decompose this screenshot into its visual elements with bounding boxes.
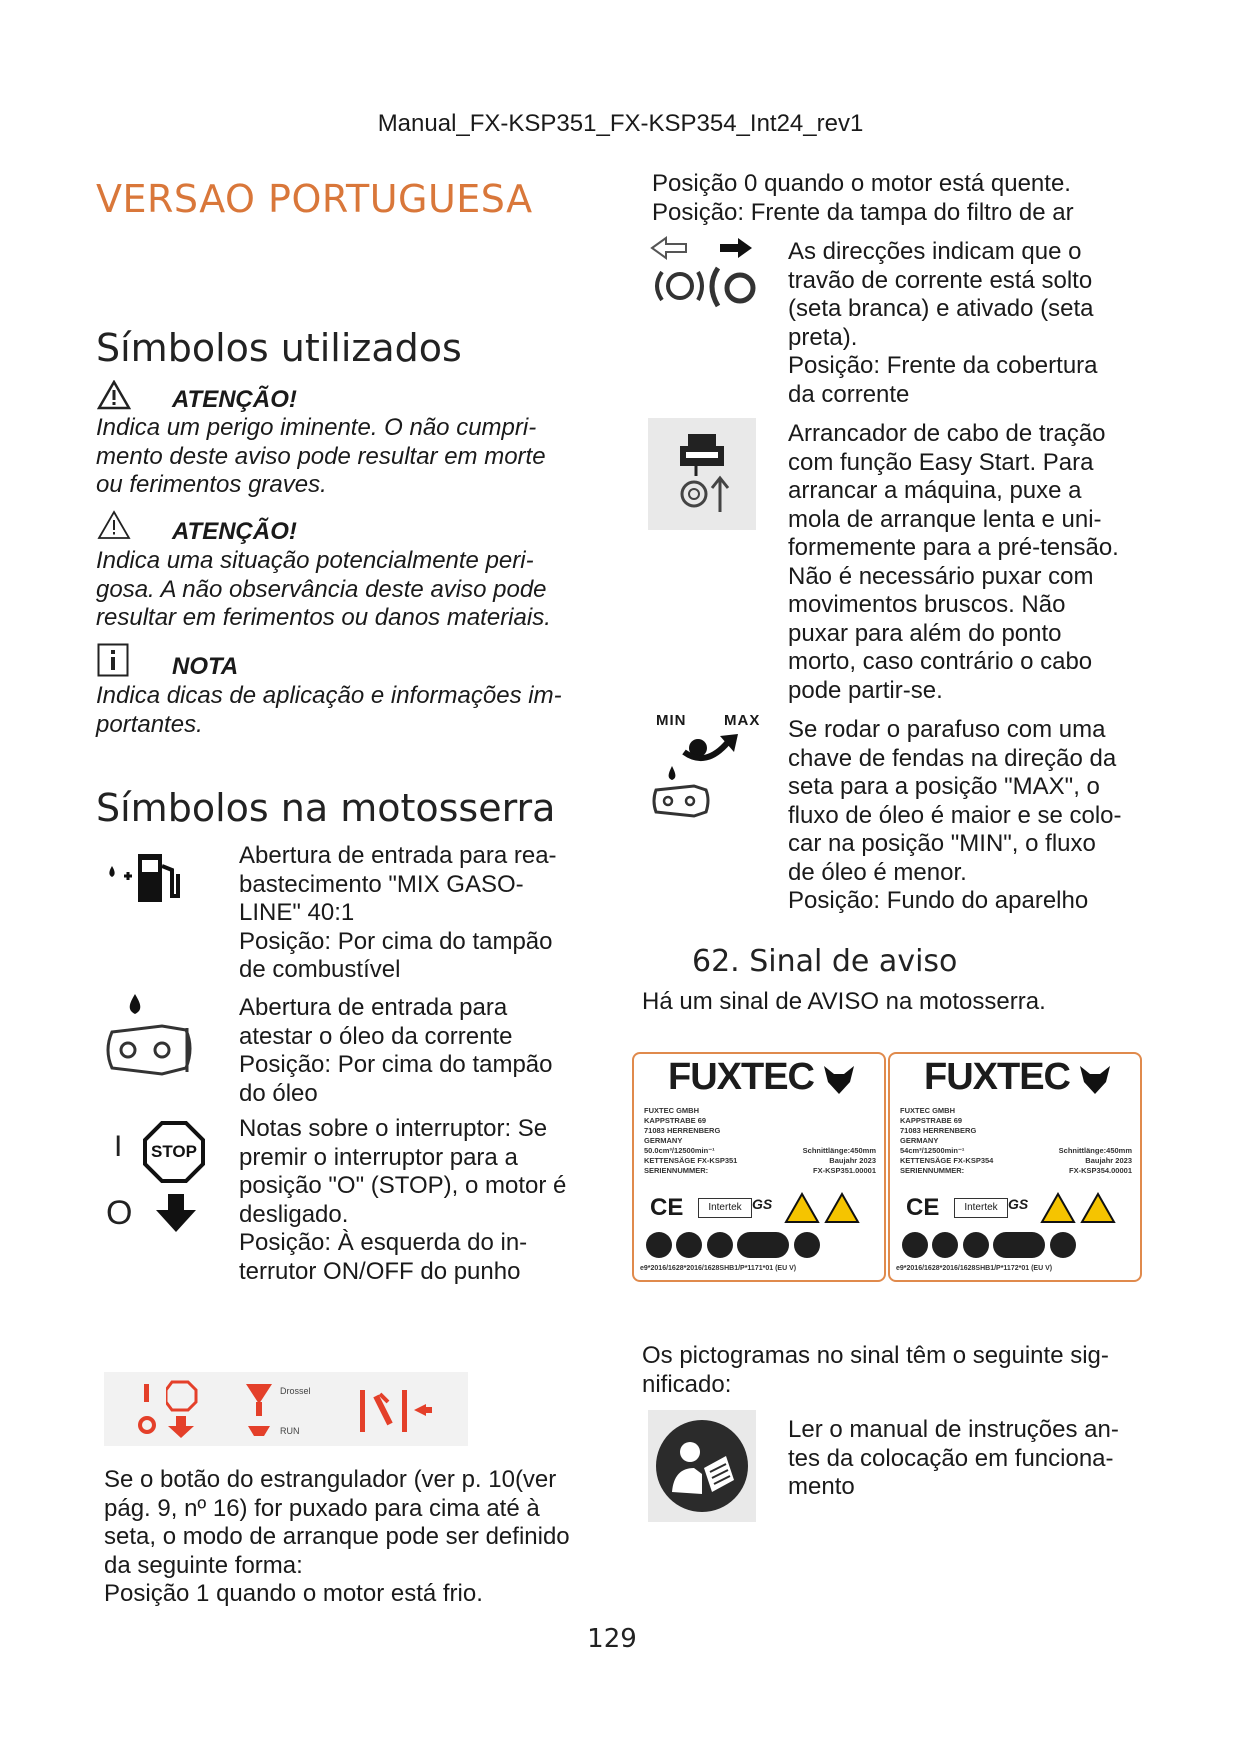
read-manual-icon (648, 1410, 756, 1522)
fox-icon (822, 1062, 856, 1096)
choke-description: Se o botão do estrangulador (ver p. 10(ver pág. 9, nº 16) for puxado para cima até à seta, o modo de arranque pode ser definido da seguinte forma: Posição 1 quando o motor está frio. (104, 1466, 570, 1607)
warning1-label: ATENÇÃO! (172, 386, 297, 413)
rating-label-ksp354: FUXTEC FUXTEC GMBH KAPPSTRABE 69 71083 HERRENBERG GERMANY 54cm³/12500min⁻¹ KETTENSÄGE FX-KSP354 SERIENNUMMER: Schnittlänge:450mm Baujahr 2023 FX-KSP354.00001 CE Intertek GS e9*2016/1628*2016/1628SHB1/P*1172*01 (EU V) (888, 1052, 1142, 1282)
intertek-mark: Intertek (698, 1198, 752, 1218)
oil-description: Abertura de entrada para atestar o óleo da corrente Posição: Por cima do tampão do óleo (239, 994, 553, 1107)
fuel-description: Abertura de entrada para rea- bastecimento "MIX GASO- LINE" 40:1 Posição: Por cima do tampão de combustível (239, 842, 557, 983)
fuel-pump-icon (102, 844, 190, 906)
easy-start-description: Arrancador de cabo de tração com função Easy Start. Para arrancar a máquina, puxe a mola de arranque lenta e uni- formemente para a pré-tensão. Não é necessário puxar com movimentos bruscos. Não puxar para além do ponto morto, caso contrário o cabo pode partir-se. (788, 420, 1119, 704)
warning-triangles-icon (1040, 1192, 1120, 1224)
easy-start-icon (648, 418, 756, 530)
chain-brake-description: As direcções indicam que o travão de corrente está solto (seta branca) e ativado (seta preta). Posição: Frente da cobertura da corrente (788, 238, 1098, 408)
stop-switch-icon: I STOP O (102, 1120, 212, 1240)
symbols-used-title: Símbolos utilizados (96, 326, 462, 370)
ce-mark: CE (650, 1194, 684, 1221)
version-title: VERSAO PORTUGUESA (96, 177, 533, 221)
chain-brake-icon (648, 234, 760, 308)
pictogram-row (646, 1232, 820, 1263)
warning-triangles-icon (784, 1192, 864, 1224)
ce-mark: CE (906, 1194, 940, 1221)
warning-sign-intro: Há um sinal de AVISO na motosserra. (642, 988, 1046, 1015)
rating-label-ksp351: FUXTEC FUXTEC GMBH KAPPSTRABE 69 71083 HERRENBERG GERMANY 50.0cm³/12500min⁻¹ KETTENSÄGE FX-KSP351 SERIENNUMMER: Schnittlänge:450mm Baujahr 2023 FX-KSP351.00001 CE Intertek GS e9*2016/1628*2016/1628SHB1/P*1171*01 (EU V) (632, 1052, 886, 1282)
warning2-label: ATENÇÃO! (172, 518, 297, 545)
note-label: NOTA (172, 653, 239, 680)
choke-symbols-image: Drossel RUN (104, 1372, 468, 1446)
pictogram-row (902, 1232, 1076, 1263)
pictogram-intro: Os pictogramas no sinal têm o seguinte sig- nificado: (642, 1342, 1109, 1398)
switch-description: Notas sobre o interruptor: Se premir o interruptor para a posição "O" (STOP), o motor é desligado. Posição: À esquerda do in- terrutor ON/OFF do punho (239, 1115, 567, 1285)
warning-sign-section-title: 62. Sinal de aviso (692, 944, 958, 979)
chain-oil-icon (102, 992, 194, 1082)
choke-warm-position: Posição 0 quando o motor está quente. Posição: Frente da tampa do filtro de ar (652, 170, 1074, 226)
brand-logo: FUXTEC (668, 1056, 814, 1098)
note-text: Indica dicas de aplicação e informações im- portantes. (96, 682, 562, 738)
page-number: 129 (587, 1624, 637, 1654)
fox-icon (1078, 1062, 1112, 1096)
document-header: Manual_FX-KSP351_FX-KSP354_Int24_rev1 (377, 110, 864, 137)
oil-flow-adjust-icon: MIN MAX (648, 710, 760, 820)
warning-triangle-icon (97, 380, 131, 410)
oil-flow-description: Se rodar o parafuso com uma chave de fendas na direção da seta para a posição "MAX", o fluxo de óleo é maior e se colo- car na posição "MIN", o fluxo de óleo é menor. Posição: Fundo do aparelho (788, 716, 1122, 914)
read-manual-description: Ler o manual de instruções an- tes da colocação em funciona- mento (788, 1416, 1119, 1500)
brand-logo: FUXTEC (924, 1056, 1070, 1098)
caution-triangle-icon (97, 510, 131, 540)
info-icon (97, 643, 129, 677)
gs-mark: GS (752, 1196, 773, 1212)
warning2-text: Indica uma situação potencialmente peri- gosa. A não observância deste aviso pode resultar em ferimentos ou danos materiais. (96, 547, 551, 631)
saw-symbols-title: Símbolos na motosserra (96, 786, 556, 830)
intertek-mark: Intertek (954, 1198, 1008, 1218)
warning1-text: Indica um perigo iminente. O não cumpri- mento deste aviso pode resultar em morte ou ferimentos graves. (96, 414, 546, 498)
gs-mark: GS (1008, 1196, 1029, 1212)
